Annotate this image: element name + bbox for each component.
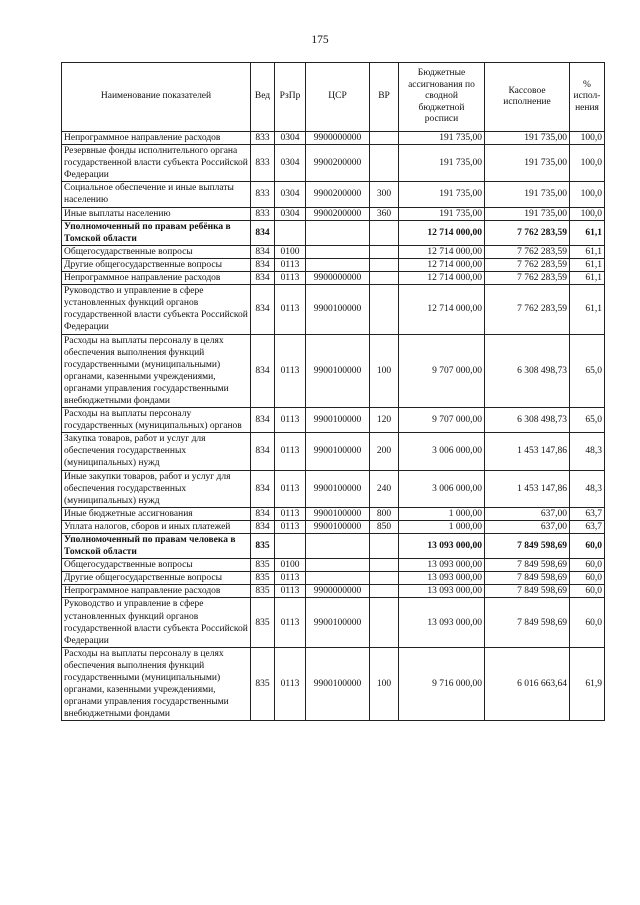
cell-csr [306, 258, 370, 271]
cell-percent: 48,3 [570, 433, 605, 470]
cell-name: Руководство и управление в сфере установленных функций органов государственной власти субъекта Российской Федерации [62, 285, 251, 334]
cell-ved: 833 [251, 132, 275, 145]
cell-csr [306, 220, 370, 245]
table-row [62, 285, 605, 334]
table-row [62, 470, 605, 507]
cell-name: Иные выплаты населению [62, 207, 251, 220]
cell-vr: 100 [370, 334, 399, 408]
cell-assigned: 3 006 000,00 [399, 470, 485, 507]
table-row [62, 534, 605, 559]
cell-executed: 7 849 598,69 [485, 559, 570, 572]
cell-assigned: 191 735,00 [399, 132, 485, 145]
cell-vr [370, 258, 399, 271]
cell-percent: 100,0 [570, 207, 605, 220]
cell-vr [370, 220, 399, 245]
cell-csr: 9900000000 [306, 272, 370, 285]
cell-vr: 300 [370, 182, 399, 207]
cell-executed: 7 849 598,69 [485, 572, 570, 585]
budget-execution-table [61, 62, 605, 721]
cell-vr [370, 534, 399, 559]
cell-executed: 7 849 598,69 [485, 585, 570, 598]
cell-csr: 9900000000 [306, 585, 370, 598]
cell-executed: 7 762 283,59 [485, 272, 570, 285]
cell-percent: 60,0 [570, 534, 605, 559]
cell-ved: 833 [251, 145, 275, 182]
cell-vr [370, 272, 399, 285]
cell-percent: 61,1 [570, 258, 605, 271]
cell-ved: 835 [251, 647, 275, 721]
cell-csr: 9900100000 [306, 598, 370, 647]
cell-vr: 100 [370, 647, 399, 721]
cell-vr [370, 585, 399, 598]
cell-executed: 637,00 [485, 507, 570, 520]
cell-ved: 833 [251, 182, 275, 207]
cell-percent: 60,0 [570, 585, 605, 598]
cell-percent: 100,0 [570, 132, 605, 145]
cell-name: Непрограммное направление расходов [62, 272, 251, 285]
cell-rzpr: 0304 [275, 207, 306, 220]
cell-percent: 65,0 [570, 334, 605, 408]
cell-name: Расходы на выплаты персоналу в целях обеспечения выполнения функций государственными (муниципальными) органами, казенными учреждениями, органами управления государственными внебюджетными фондами [62, 647, 251, 721]
cell-executed: 6 308 498,73 [485, 408, 570, 433]
cell-rzpr: 0113 [275, 647, 306, 721]
cell-csr [306, 534, 370, 559]
table-row [62, 182, 605, 207]
cell-percent: 61,1 [570, 285, 605, 334]
cell-percent: 65,0 [570, 408, 605, 433]
cell-ved: 834 [251, 245, 275, 258]
cell-percent: 61,1 [570, 272, 605, 285]
cell-vr: 850 [370, 520, 399, 533]
cell-assigned: 191 735,00 [399, 145, 485, 182]
cell-executed: 1 453 147,86 [485, 470, 570, 507]
cell-executed: 191 735,00 [485, 207, 570, 220]
cell-name: Другие общегосударственные вопросы [62, 258, 251, 271]
cell-percent: 63,7 [570, 520, 605, 533]
cell-assigned: 13 093 000,00 [399, 572, 485, 585]
cell-name: Непрограммное направление расходов [62, 585, 251, 598]
cell-ved: 835 [251, 585, 275, 598]
cell-rzpr [275, 534, 306, 559]
cell-executed: 7 849 598,69 [485, 534, 570, 559]
table-header-row [62, 63, 605, 132]
cell-vr [370, 598, 399, 647]
cell-csr: 9900100000 [306, 470, 370, 507]
cell-percent: 63,7 [570, 507, 605, 520]
cell-percent: 100,0 [570, 182, 605, 207]
cell-assigned: 9 707 000,00 [399, 334, 485, 408]
cell-name: Расходы на выплаты персоналу государственных (муниципальных) органов [62, 408, 251, 433]
cell-ved: 834 [251, 334, 275, 408]
cell-executed: 191 735,00 [485, 182, 570, 207]
header-assigned: Бюджетные ассигнования по сводной бюджетной росписи [399, 63, 485, 132]
cell-rzpr: 0113 [275, 433, 306, 470]
table-row [62, 272, 605, 285]
cell-assigned: 1 000,00 [399, 520, 485, 533]
cell-rzpr: 0304 [275, 132, 306, 145]
cell-rzpr: 0113 [275, 520, 306, 533]
cell-percent: 61,9 [570, 647, 605, 721]
table-row [62, 145, 605, 182]
table-row [62, 132, 605, 145]
cell-vr [370, 145, 399, 182]
cell-assigned: 12 714 000,00 [399, 220, 485, 245]
cell-ved: 834 [251, 258, 275, 271]
cell-percent: 60,0 [570, 572, 605, 585]
cell-executed: 637,00 [485, 520, 570, 533]
cell-vr [370, 245, 399, 258]
cell-assigned: 12 714 000,00 [399, 258, 485, 271]
cell-vr [370, 285, 399, 334]
cell-percent: 61,1 [570, 245, 605, 258]
cell-vr: 800 [370, 507, 399, 520]
cell-csr: 9900100000 [306, 507, 370, 520]
cell-ved: 834 [251, 433, 275, 470]
cell-rzpr: 0304 [275, 182, 306, 207]
cell-rzpr: 0113 [275, 408, 306, 433]
cell-percent: 100,0 [570, 145, 605, 182]
cell-percent: 61,1 [570, 220, 605, 245]
cell-ved: 835 [251, 559, 275, 572]
cell-rzpr: 0113 [275, 507, 306, 520]
cell-name: Социальное обеспечение и иные выплаты населению [62, 182, 251, 207]
cell-name: Уполномоченный по правам ребёнка в Томской области [62, 220, 251, 245]
cell-vr: 120 [370, 408, 399, 433]
cell-assigned: 1 000,00 [399, 507, 485, 520]
cell-name: Расходы на выплаты персоналу в целях обеспечения выполнения функций государственными (муниципальными) органами, казенными учреждениями, органами управления государственными внебюджетными фондами [62, 334, 251, 408]
header-csr: ЦСР [306, 63, 370, 132]
cell-percent: 48,3 [570, 470, 605, 507]
cell-rzpr: 0113 [275, 285, 306, 334]
table-row [62, 433, 605, 470]
cell-assigned: 12 714 000,00 [399, 285, 485, 334]
cell-ved: 834 [251, 408, 275, 433]
page-number: 175 [311, 34, 329, 46]
cell-rzpr: 0113 [275, 334, 306, 408]
table-row [62, 572, 605, 585]
cell-assigned: 191 735,00 [399, 207, 485, 220]
cell-percent: 60,0 [570, 559, 605, 572]
cell-vr: 200 [370, 433, 399, 470]
cell-name: Иные закупки товаров, работ и услуг для обеспечения государственных (муниципальных) нужд [62, 470, 251, 507]
cell-csr [306, 559, 370, 572]
cell-ved: 833 [251, 207, 275, 220]
cell-name: Резервные фонды исполнительного органа государственной власти субъекта Российской Федерации [62, 145, 251, 182]
cell-percent: 60,0 [570, 598, 605, 647]
header-ved: Вед [251, 63, 275, 132]
cell-rzpr [275, 220, 306, 245]
header-vr: ВР [370, 63, 399, 132]
cell-csr: 9900100000 [306, 334, 370, 408]
cell-vr [370, 132, 399, 145]
cell-ved: 834 [251, 520, 275, 533]
cell-executed: 7 762 283,59 [485, 245, 570, 258]
cell-assigned: 13 093 000,00 [399, 534, 485, 559]
cell-ved: 835 [251, 534, 275, 559]
cell-name: Руководство и управление в сфере установленных функций органов государственной власти субъекта Российской Федерации [62, 598, 251, 647]
cell-rzpr: 0113 [275, 585, 306, 598]
header-name: Наименование показателей [62, 63, 251, 132]
cell-ved: 835 [251, 572, 275, 585]
table-row [62, 207, 605, 220]
cell-assigned: 9 707 000,00 [399, 408, 485, 433]
table-row [62, 520, 605, 533]
table-row [62, 559, 605, 572]
cell-ved: 834 [251, 470, 275, 507]
cell-name: Общегосударственные вопросы [62, 245, 251, 258]
cell-csr: 9900200000 [306, 182, 370, 207]
cell-rzpr: 0100 [275, 245, 306, 258]
cell-csr: 9900100000 [306, 433, 370, 470]
cell-csr: 9900100000 [306, 285, 370, 334]
header-percent: % испол- нения [570, 63, 605, 132]
cell-ved: 835 [251, 598, 275, 647]
table-row [62, 585, 605, 598]
cell-assigned: 13 093 000,00 [399, 585, 485, 598]
cell-vr: 360 [370, 207, 399, 220]
cell-name: Общегосударственные вопросы [62, 559, 251, 572]
cell-executed: 6 016 663,64 [485, 647, 570, 721]
table-row [62, 598, 605, 647]
table-row [62, 507, 605, 520]
cell-name: Уполномоченный по правам человека в Томской области [62, 534, 251, 559]
cell-name: Другие общегосударственные вопросы [62, 572, 251, 585]
cell-csr [306, 572, 370, 585]
cell-rzpr: 0113 [275, 470, 306, 507]
cell-executed: 7 762 283,59 [485, 285, 570, 334]
cell-ved: 834 [251, 272, 275, 285]
cell-executed: 1 453 147,86 [485, 433, 570, 470]
cell-executed: 7 762 283,59 [485, 258, 570, 271]
table-row [62, 245, 605, 258]
cell-vr [370, 572, 399, 585]
cell-ved: 834 [251, 220, 275, 245]
cell-assigned: 191 735,00 [399, 182, 485, 207]
cell-vr [370, 559, 399, 572]
cell-csr: 9900000000 [306, 132, 370, 145]
cell-csr: 9900200000 [306, 207, 370, 220]
cell-name: Непрограммное направление расходов [62, 132, 251, 145]
cell-assigned: 3 006 000,00 [399, 433, 485, 470]
header-executed: Кассовое исполнение [485, 63, 570, 132]
cell-rzpr: 0113 [275, 572, 306, 585]
table-row [62, 408, 605, 433]
cell-csr: 9900100000 [306, 408, 370, 433]
cell-rzpr: 0113 [275, 598, 306, 647]
cell-rzpr: 0100 [275, 559, 306, 572]
cell-assigned: 13 093 000,00 [399, 598, 485, 647]
cell-name: Уплата налогов, сборов и иных платежей [62, 520, 251, 533]
cell-rzpr: 0113 [275, 258, 306, 271]
cell-executed: 6 308 498,73 [485, 334, 570, 408]
table-row [62, 220, 605, 245]
cell-csr: 9900200000 [306, 145, 370, 182]
cell-vr: 240 [370, 470, 399, 507]
cell-rzpr: 0304 [275, 145, 306, 182]
cell-name: Иные бюджетные ассигнования [62, 507, 251, 520]
cell-assigned: 9 716 000,00 [399, 647, 485, 721]
cell-name: Закупка товаров, работ и услуг для обеспечения государственных (муниципальных) нужд [62, 433, 251, 470]
table-row [62, 334, 605, 408]
table-row [62, 258, 605, 271]
header-rzpr: РзПр [275, 63, 306, 132]
cell-executed: 191 735,00 [485, 132, 570, 145]
cell-csr: 9900100000 [306, 520, 370, 533]
cell-assigned: 12 714 000,00 [399, 245, 485, 258]
cell-ved: 834 [251, 285, 275, 334]
cell-assigned: 13 093 000,00 [399, 559, 485, 572]
cell-csr [306, 245, 370, 258]
cell-executed: 191 735,00 [485, 145, 570, 182]
table-row [62, 647, 605, 721]
cell-executed: 7 849 598,69 [485, 598, 570, 647]
cell-csr: 9900100000 [306, 647, 370, 721]
cell-executed: 7 762 283,59 [485, 220, 570, 245]
cell-ved: 834 [251, 507, 275, 520]
cell-assigned: 12 714 000,00 [399, 272, 485, 285]
cell-rzpr: 0113 [275, 272, 306, 285]
